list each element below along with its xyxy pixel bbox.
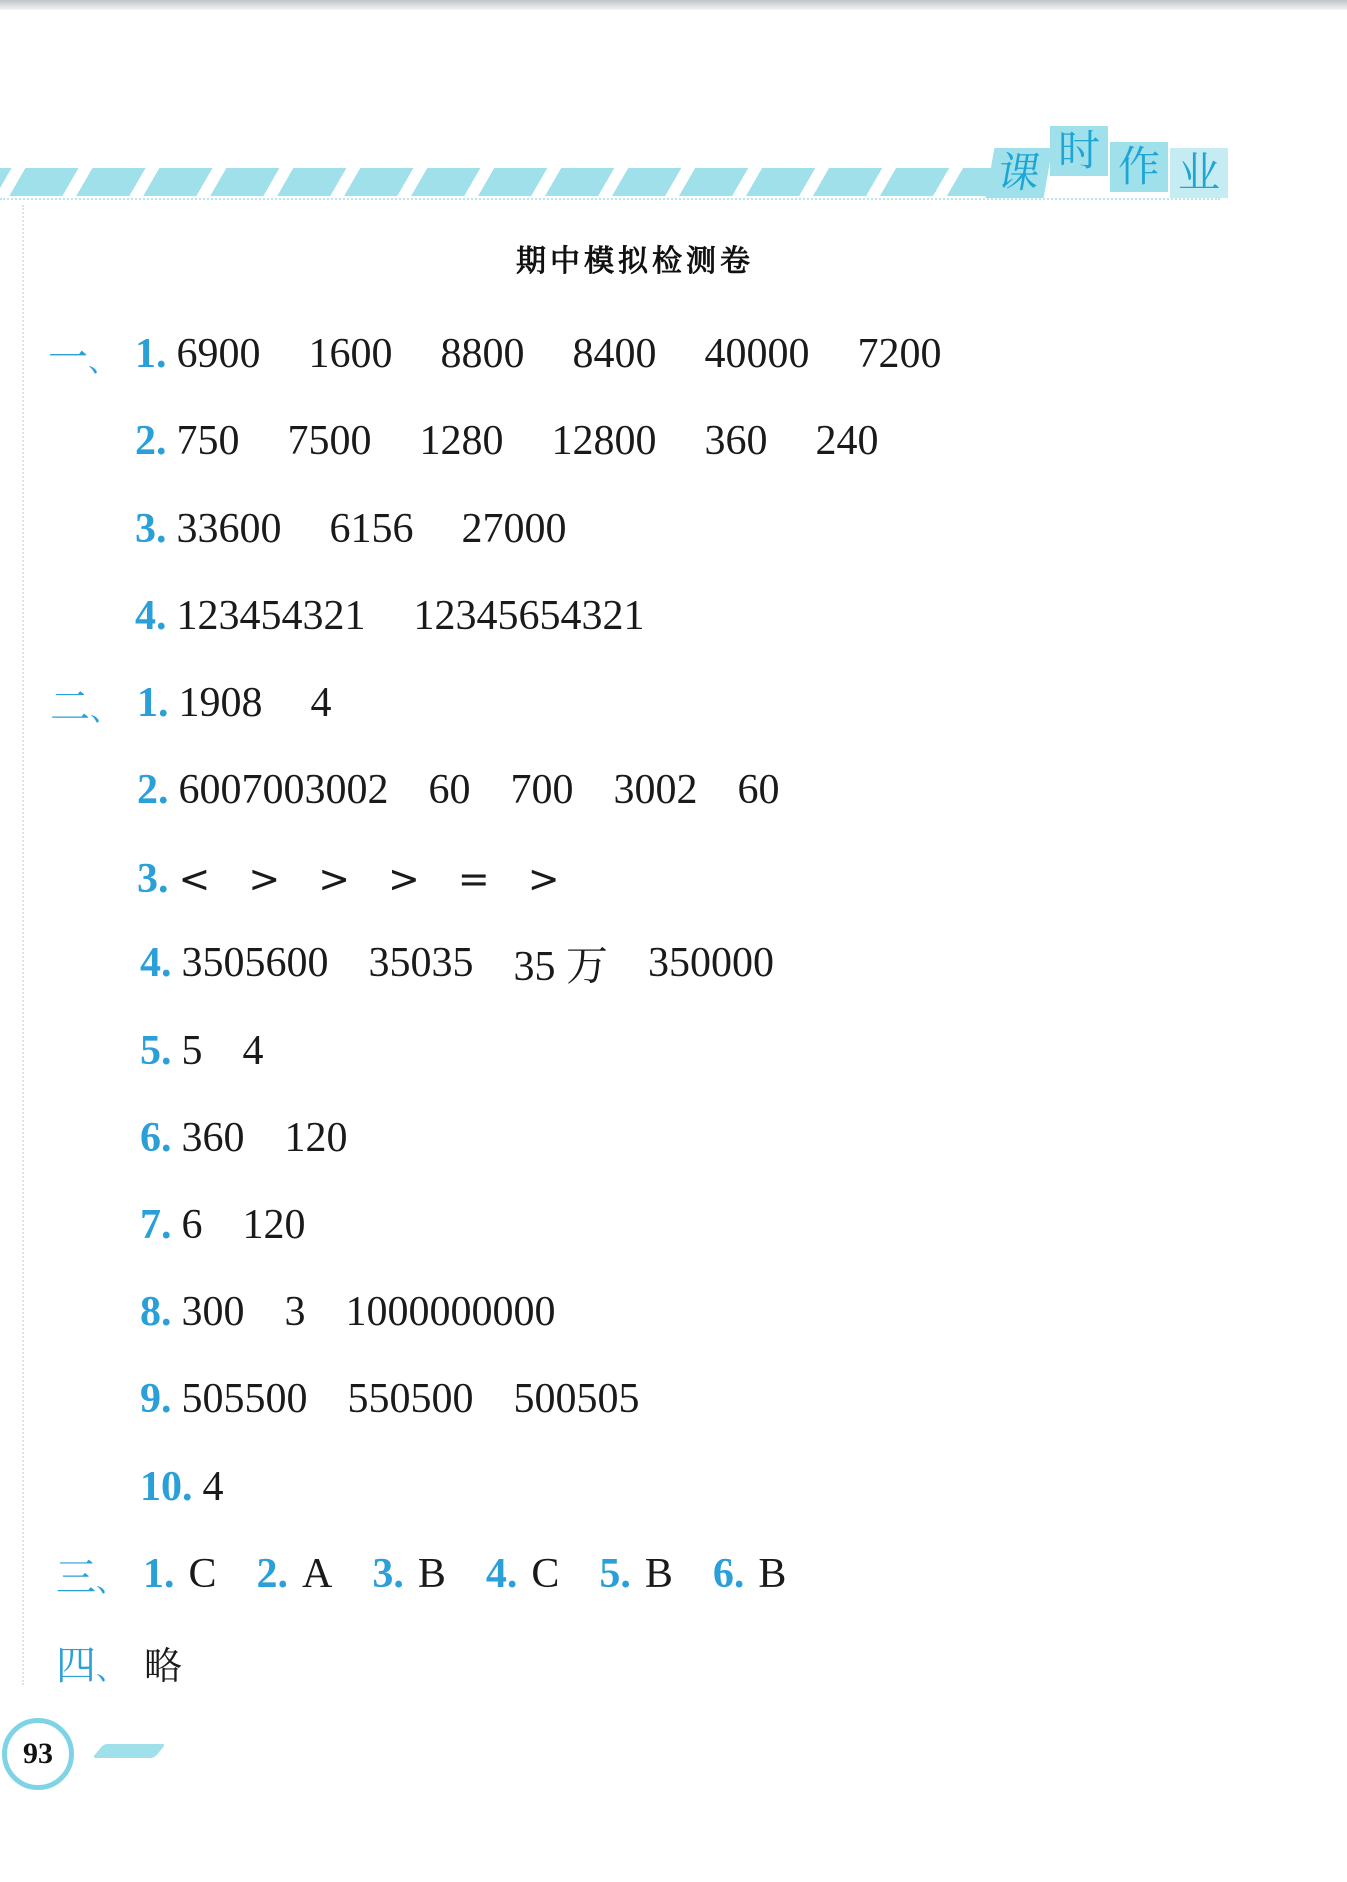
answer-value: 505500 [181,1376,308,1422]
question-number: 9. [140,1376,172,1422]
answer-value: 1600 [308,331,393,377]
brand-char: 时 [1050,126,1108,176]
answer-row [135,411,927,471]
question-number: 1. [135,331,167,377]
answer-value: 4 [202,1464,224,1510]
answer-row [135,499,615,559]
comparison-symbol: = [457,857,490,901]
answer-row [140,1282,596,1342]
answer-value: 6900 [176,331,261,377]
comparison-symbol: > [388,857,420,901]
answer-value: 3 [284,1289,306,1335]
page-title: 期中模拟检测卷 [516,244,754,279]
question-number: 1. [137,680,169,726]
answer-value: 60 [428,767,471,813]
answer-value: 8400 [572,331,657,377]
answer-row [140,1108,388,1168]
question-number: 5. [140,1028,172,1074]
answer-value: 3002 [613,767,698,813]
answer-value: 35035 [368,940,474,986]
section-label: 二、 [50,683,120,730]
answer-row [48,324,990,384]
brand-logo [990,120,1222,198]
page-swoosh-decoration [92,1744,166,1758]
answer-value: 1280 [419,418,504,464]
answer-value: 12800 [551,418,657,464]
comparison-symbol: > [318,857,351,901]
answer-row [140,1457,264,1517]
answer-value: 4 [310,680,332,726]
answer-row [137,849,598,909]
answer-value: 3505600 [181,940,329,986]
answer-value: 5 [181,1028,203,1074]
brand-char: 作 [1110,142,1168,192]
answer-value: 700 [510,767,574,813]
answer-value: 360 [181,1115,245,1161]
answer-row [140,1369,680,1429]
answer-value: 35 万 [513,944,609,990]
answer-value: 6007003002 [178,767,389,813]
answer-value: 40000 [704,331,810,377]
header-dotted-rule [0,198,1220,200]
answer-value: 750 [176,418,240,464]
section-label: 四、 [56,1642,126,1689]
choice-answer: 5. B [599,1551,673,1597]
answer-value: 350000 [648,940,775,986]
page-number: 93 [2,1718,74,1790]
answer-row [56,1544,826,1604]
answer-row [140,933,814,993]
question-number: 3. [135,506,167,552]
comparison-symbol: > [527,857,560,901]
answer-value: 1000000000 [345,1289,556,1335]
answer-value: 7500 [287,418,372,464]
answer-row [137,760,820,820]
question-number: 4. [135,593,167,639]
answer-value: 6156 [329,506,414,552]
choice-answer: 2. A [256,1551,333,1597]
question-number: 2. [137,767,169,813]
answer-value: 500505 [513,1376,640,1422]
answer-row [56,1632,182,1692]
question-number: 10. [140,1464,193,1510]
scan-top-edge [0,0,1347,10]
answer-value: 4 [242,1028,264,1074]
question-number: 4. [140,940,172,986]
choice-answer: 6. B [712,1551,787,1597]
choice-answer: 3. B [372,1551,446,1597]
choice-answer: 1. C [143,1551,217,1597]
answer-value: 33600 [176,506,282,552]
answer-value: 120 [284,1115,348,1161]
answer-value: 240 [815,418,879,464]
answer-value: 550500 [347,1376,474,1422]
answer-value: 8800 [440,331,525,377]
question-number: 2. [135,418,167,464]
answer-row [50,673,380,733]
choice-answer: 4. C [485,1551,560,1597]
answer-value: 12345654321 [413,593,645,639]
answer-value: 1908 [178,680,263,726]
brand-char: 课 [986,148,1053,198]
answer-value: 27000 [461,506,567,552]
answer-value: 300 [181,1289,245,1335]
answer-row [140,1195,346,1255]
answer-value: 123454321 [176,593,366,639]
answer-value: 略 [144,1643,183,1688]
question-number: 3. [137,856,169,902]
answer-value: 360 [704,418,768,464]
answer-value: 7200 [857,331,942,377]
question-number: 7. [140,1202,172,1248]
answer-row [135,586,693,646]
answer-value: 6 [181,1202,203,1248]
question-number: 6. [140,1115,172,1161]
comparison-symbol: < [178,857,211,901]
section-label: 一、 [48,334,118,381]
brand-char: 业 [1170,148,1228,198]
section-label: 三、 [56,1554,126,1601]
comparison-symbol: > [248,857,281,901]
question-number: 8. [140,1289,172,1335]
answer-row [140,1021,304,1081]
margin-line [22,205,24,1685]
answer-value: 60 [737,767,780,813]
header-stripe-band [0,168,1000,196]
answer-value: 120 [242,1202,306,1248]
